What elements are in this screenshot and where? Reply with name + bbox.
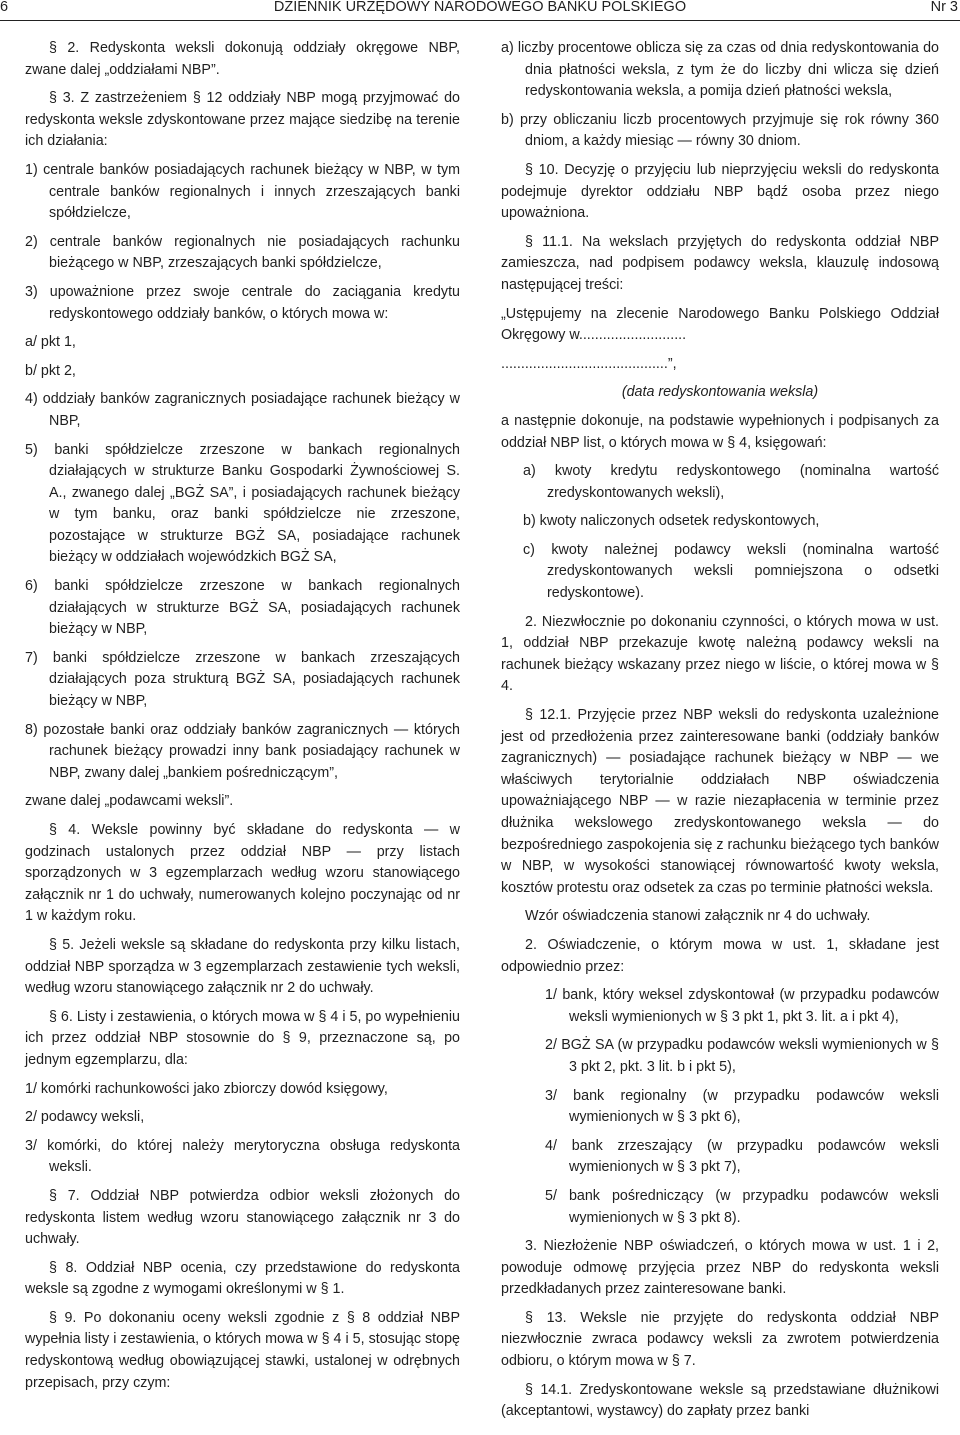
paragraph: § 5. Jeżeli weksle są składane do redyskonta przy kilku listach, oddział NBP sporządza w 3 egzemplarzach zestawienie tych weksli, według wzoru stanowiącego załącznik nr 2 do uchwały.	[25, 936, 460, 997]
paragraph: 8) pozostałe banki oraz oddziały banków zagranicznych — których rachunek bieżący prowadzi inny bank posiadający rachunek w NBP, zwany dalej „bankiem pośredniczącym”,	[25, 721, 460, 781]
paragraph: 2/ BGŻ SA (w przypadku podawców weksli wymienionych w § 3 pkt 2, pkt. 3 lit. b i pkt 5),	[545, 1037, 939, 1075]
paragraph: 3) upoważnione przez swoje centrale do zaciągania kredytu redyskontowego oddziały banków, o których mowa w:	[25, 283, 460, 322]
paragraph: „Ustępujemy na zlecenie Narodowego Banku Polskiego Oddział Okręgowy w...........................	[501, 305, 939, 344]
paragraph: 2. Niezwłocznie po dokonaniu czynności, o których mowa w ust. 1, oddział NBP przekazuje kwotę należną podawcy weksli na rachunek bieżący wskazany przez niego w liście, o której mowa w § 4.	[501, 613, 939, 695]
right-column	[501, 38, 939, 1430]
paragraph: 4/ bank zrzeszający (w przypadku podawców weksli wymienionych w § 3 pkt 7),	[545, 1137, 939, 1176]
paragraph: 4) oddziały banków zagranicznych posiadające rachunek bieżący w NBP,	[25, 391, 460, 429]
paragraph: § 10. Decyzję o przyjęciu lub nieprzyjęciu weksli do redyskonta podejmuje dyrektor oddziału NBP bądź osoba przez niego upoważniona.	[501, 161, 939, 222]
paragraph: 5/ bank pośredniczący (w przypadku podawców weksli wymienionych w § 3 pkt 8).	[545, 1187, 939, 1226]
paragraph: a) kwoty kredytu redyskontowego (nominalna wartość zredyskontowanych weksli),	[523, 463, 939, 501]
header-rule	[0, 20, 960, 21]
paragraph: § 11.1. Na wekslach przyjętych do redyskonta oddział NBP zamieszcza, nad podpisem podawcy weksla, klauzulę indosową następującej treści:	[501, 233, 939, 293]
paragraph: zwane dalej „podawcami weksli”.	[25, 793, 234, 810]
paragraph: b) kwoty naliczonych odsetek redyskontowych,	[523, 513, 820, 530]
paragraph: § 7. Oddział NBP potwierdza odbior weksli złożonych do redyskonta listem według wzoru stanowiącego załącznik nr 3 do uchwały.	[25, 1187, 460, 1248]
paragraph: 5) banki spółdzielcze zrzeszone w bankach regionalnych działających w strukturze Banku Gospodarki Żywnościowej S. A., zwanego dalej „BGŻ SA”, i posiadających rachunek bieżący w tym banku, oraz banki spółdzielcze nie zrzeszone, pozostające w strukturze BGŻ SA, posiadające rachunek bieżący w oddziałach wojewódzkich BGŻ SA,	[25, 441, 460, 566]
paragraph: 2) centrale banków regionalnych nie posiadających rachunku bieżącego w NBP, zrzeszających banki spółdzielcze,	[25, 233, 460, 272]
paragraph: b) przy obliczaniu liczb procentowych przyjmuje się rok równy 360 dniom, a każdy miesiąc — równy 30 dniom.	[501, 111, 939, 150]
paragraph: § 8. Oddział NBP ocenia, czy przedstawione do redyskonta weksle są zgodne z wymogami określonymi w § 1.	[25, 1259, 460, 1298]
paragraph: Wzór oświadczenia stanowi załącznik nr 4 do uchwały.	[525, 908, 871, 925]
paragraph: a) liczby procentowe oblicza się za czas od dnia redyskontowania do dnia płatności weksla, z tym że do liczby dni wlicza się dzień redyskontowania weksla, a pomija dzień płatności weksla,	[501, 40, 939, 100]
journal-title: DZIENNIK URZĘDOWY NARODOWEGO BANKU POLSKIEGO	[273, 0, 687, 15]
paragraph: § 6. Listy i zestawienia, o których mowa w § 4 i 5, po wypełnieniu ich przez oddział NBP stosownie do § 9, przeznaczone są, po jednym egzemplarzu, dla:	[25, 1008, 460, 1068]
paragraph: 2/ podawcy weksli,	[25, 1109, 145, 1126]
paragraph: 1/ bank, który weksel zdyskontował (w przypadku podawców weksli wymienionych w § 3 pkt 1, pkt 3. lit. a i pkt 4),	[545, 987, 939, 1025]
paragraph: 3/ komórki, do której należy merytoryczna obsługa redyskonta weksli.	[25, 1137, 460, 1176]
paragraph: 1/ komórki rachunkowości jako zbiorczy dowód księgowy,	[25, 1080, 388, 1097]
issue-number: Nr 3	[930, 0, 958, 15]
paragraph: § 3. Z zastrzeżeniem § 12 oddziały NBP mogą przyjmować do redyskonta weksle zdyskontowane przez mające siedzibę na terenie ich działania:	[25, 90, 460, 150]
paragraph: 7) banki spółdzielcze zrzeszone w bankach zrzeszających działających poza strukturą BGŻ SA, posiadających rachunek bieżący w NBP,	[25, 649, 460, 710]
left-column	[25, 38, 460, 1401]
paragraph: c) kwoty należnej podawcy weksli (nominalna wartość zredyskontowanych weksli pomniejszona o odsetki redyskontowe).	[523, 541, 939, 602]
paragraph: 2. Oświadczenie, o którym mowa w ust. 1, składane jest odpowiednio przez:	[501, 936, 939, 975]
paragraph: (data redyskontowania weksla)	[621, 384, 819, 401]
paragraph: 6) banki spółdzielcze zrzeszone w bankach regionalnych działających w strukturze BGŻ SA, posiadających rachunek bieżący w NBP,	[25, 578, 460, 638]
paragraph: b/ pkt 2,	[25, 362, 76, 379]
page-header	[0, 0, 960, 15]
paragraph: 3/ bank regionalny (w przypadku podawców weksli wymienionych w § 3 pkt 6),	[545, 1087, 939, 1126]
paragraph: § 13. Weksle nie przyjęte do redyskonta oddział NBP niezwłocznie zwraca podawcy weksli za zwrotem potwierdzenia odbioru, o którym mowa w § 7.	[501, 1309, 939, 1370]
paragraph: § 4. Weksle powinny być składane do redyskonta — w godzinach ustalonych przez oddział NBP — przy listach sporządzonych w 3 egzemplarzach według wzoru stanowiącego załącznik nr 1 do uchwały, numerowanych kolejno poczynając od nr 1 w każdym roku.	[25, 822, 460, 925]
paragraph: § 9. Po dokonaniu oceny weksli zgodnie z § 8 oddział NBP wypełnia listy i zestawienia, o których mowa w § 4 i 5, stosując stopę redyskontową według obowiązującej stawki, ustalonej w odrębnych przepisach, przy czym:	[25, 1309, 460, 1391]
paragraph: 3. Niezłożenie NBP oświadczeń, o których mowa w ust. 1 i 2, powoduje odmowę przyjęcia przez NBP do redyskonta weksli przedkładanych przez zainteresowane banki.	[501, 1238, 939, 1298]
paragraph: 1) centrale banków posiadających rachunek bieżący w NBP, w tym centrale banków regionalnych i innych zrzeszających banki spółdzielcze,	[25, 161, 460, 222]
paragraph: § 14.1. Zredyskontowane weksle są przedstawiane dłużnikowi (akceptantowi, wystawcy) do zapłaty przez banki	[501, 1381, 939, 1420]
paragraph: a następnie dokonuje, na podstawie wypełnionych i podpisanych za oddział NBP list, o których mowa w § 4, księgowań:	[501, 412, 939, 451]
paragraph: § 2. Redyskonta weksli dokonują oddziały okręgowe NBP, zwane dalej „oddziałami NBP”.	[25, 40, 460, 78]
paragraph: a/ pkt 1,	[25, 334, 76, 351]
page-number: 6	[0, 0, 9, 15]
paragraph: ..........................................”,	[501, 355, 677, 372]
paragraph: § 12.1. Przyjęcie przez NBP weksli do redyskonta uzależnione jest od przedłożenia przez zainteresowane banki (oddziały banków zagranicznych) — posiadające rachunek bieżący w NBP — we właściwych terytorialnie oddziałach NBP oświadczenia upoważniającego NBP — w razie niezapłacenia w terminie przez dłużnika wekslowego zredyskontowanego weksla — do bezpośredniego zaspokojenia się z rachunku bieżącego tych banków w NBP, w wysokości stanowiącej równowartość kwoty weksla, kosztów protestu oraz odsetek za czas po terminie płatności weksla.	[501, 707, 939, 896]
